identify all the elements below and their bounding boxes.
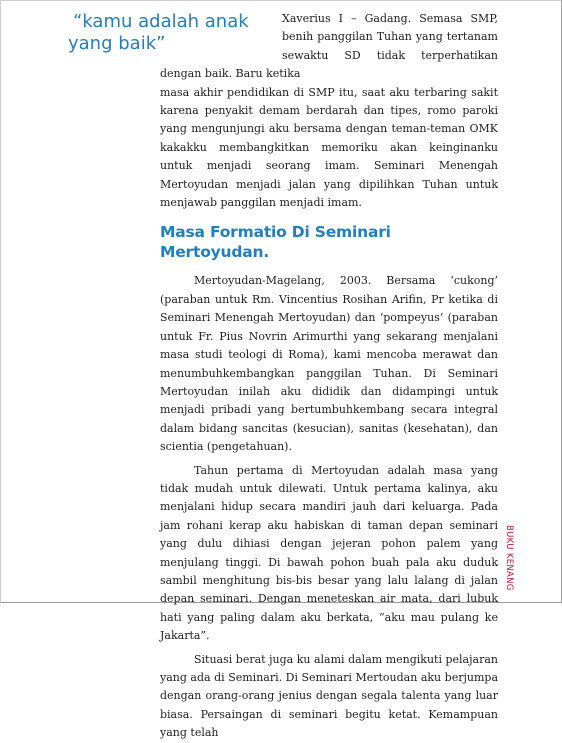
pull-quote-line-1: “kamu adalah anak	[73, 11, 249, 32]
intro-paragraph-rest: masa akhir pendidikan di SMP itu, saat aku terbaring sakit karena penyakit demam berdarah dan tipes, romo paroki yang mengunjungi aku bersama dengan teman-teman OMK kakakku membangkitkan memoriku akan keinginanku untuk menjadi seorang imam. Seminari Menengah Mertoyudan menjadi jalan yang dipilihkan Tuhan untuk menjawab panggilan menjadi imam.	[160, 85, 498, 210]
body-paragraph-3: Situasi berat juga ku alami dalam mengikuti pelajaran yang ada di Seminari. Di Seminari Mertoudan aku berjumpa dengan orang-orang jenius dengan segala talenta yang luar biasa. Persaingan di seminari begitu ketat. Kemampuan yang telah	[160, 652, 498, 740]
body-paragraph-1: Mertoyudan-Magelang, 2003. Bersama ‘cukong’ (paraban untuk Rm. Vincentius Rosihan Arifin, Pr ketika di Seminari Menengah Mertoyudan) dan ‘pompeyus’ (paraban untuk Fr. Pius Novrin Arimurthi yang sekarang menjalani masa studi teologi di Roma), kami mencoba merawat dan menumbuhkembangkan panggilan Tuhan. Di Seminari Mertoyudan inilah aku dididik dan didampingi untuk menjadi pribadi yang bertumbuhkembang secara integral dalam bidang sancitas (kesucian), sanitas (kesehatan), dan scientia (pengetahuan).	[160, 274, 498, 454]
section-heading: Masa Formatio Di Seminari Mertoyudan.	[160, 223, 391, 262]
pull-quote-spacer	[0, 10, 282, 48]
intro-paragraph-top: Xaverius I – Gadang. Semasa SMP, benih panggilan Tuhan yang tertanam sewaktu SD tidak terperhatikan dengan baik. Baru ketika	[160, 12, 498, 81]
side-running-label: BUKU KENANG	[504, 525, 514, 591]
article-body	[160, 10, 498, 743]
pull-quote-line-2: yang baik”	[68, 33, 166, 54]
body-paragraph-2: Tahun pertama di Mertoyudan adalah masa yang tidak mudah untuk dilewati. Untuk pertama kalinya, aku menjalani hidup secara mandiri jauh dari keluarga. Pada jam rohani kerap aku habiskan di taman depan seminari yang dulu dihiasi dengan jejeran pohon palem yang menjulang tinggi. Di bawah pohon buah pala aku duduk sambil menghitung bis-bis besar yang lalu lalang di jalan depan seminari. Dengan meneteskan air mata, dari lubuk hati yang paling dalam aku berkata, “aku mau pulang ke Jakarta”.	[160, 463, 498, 643]
